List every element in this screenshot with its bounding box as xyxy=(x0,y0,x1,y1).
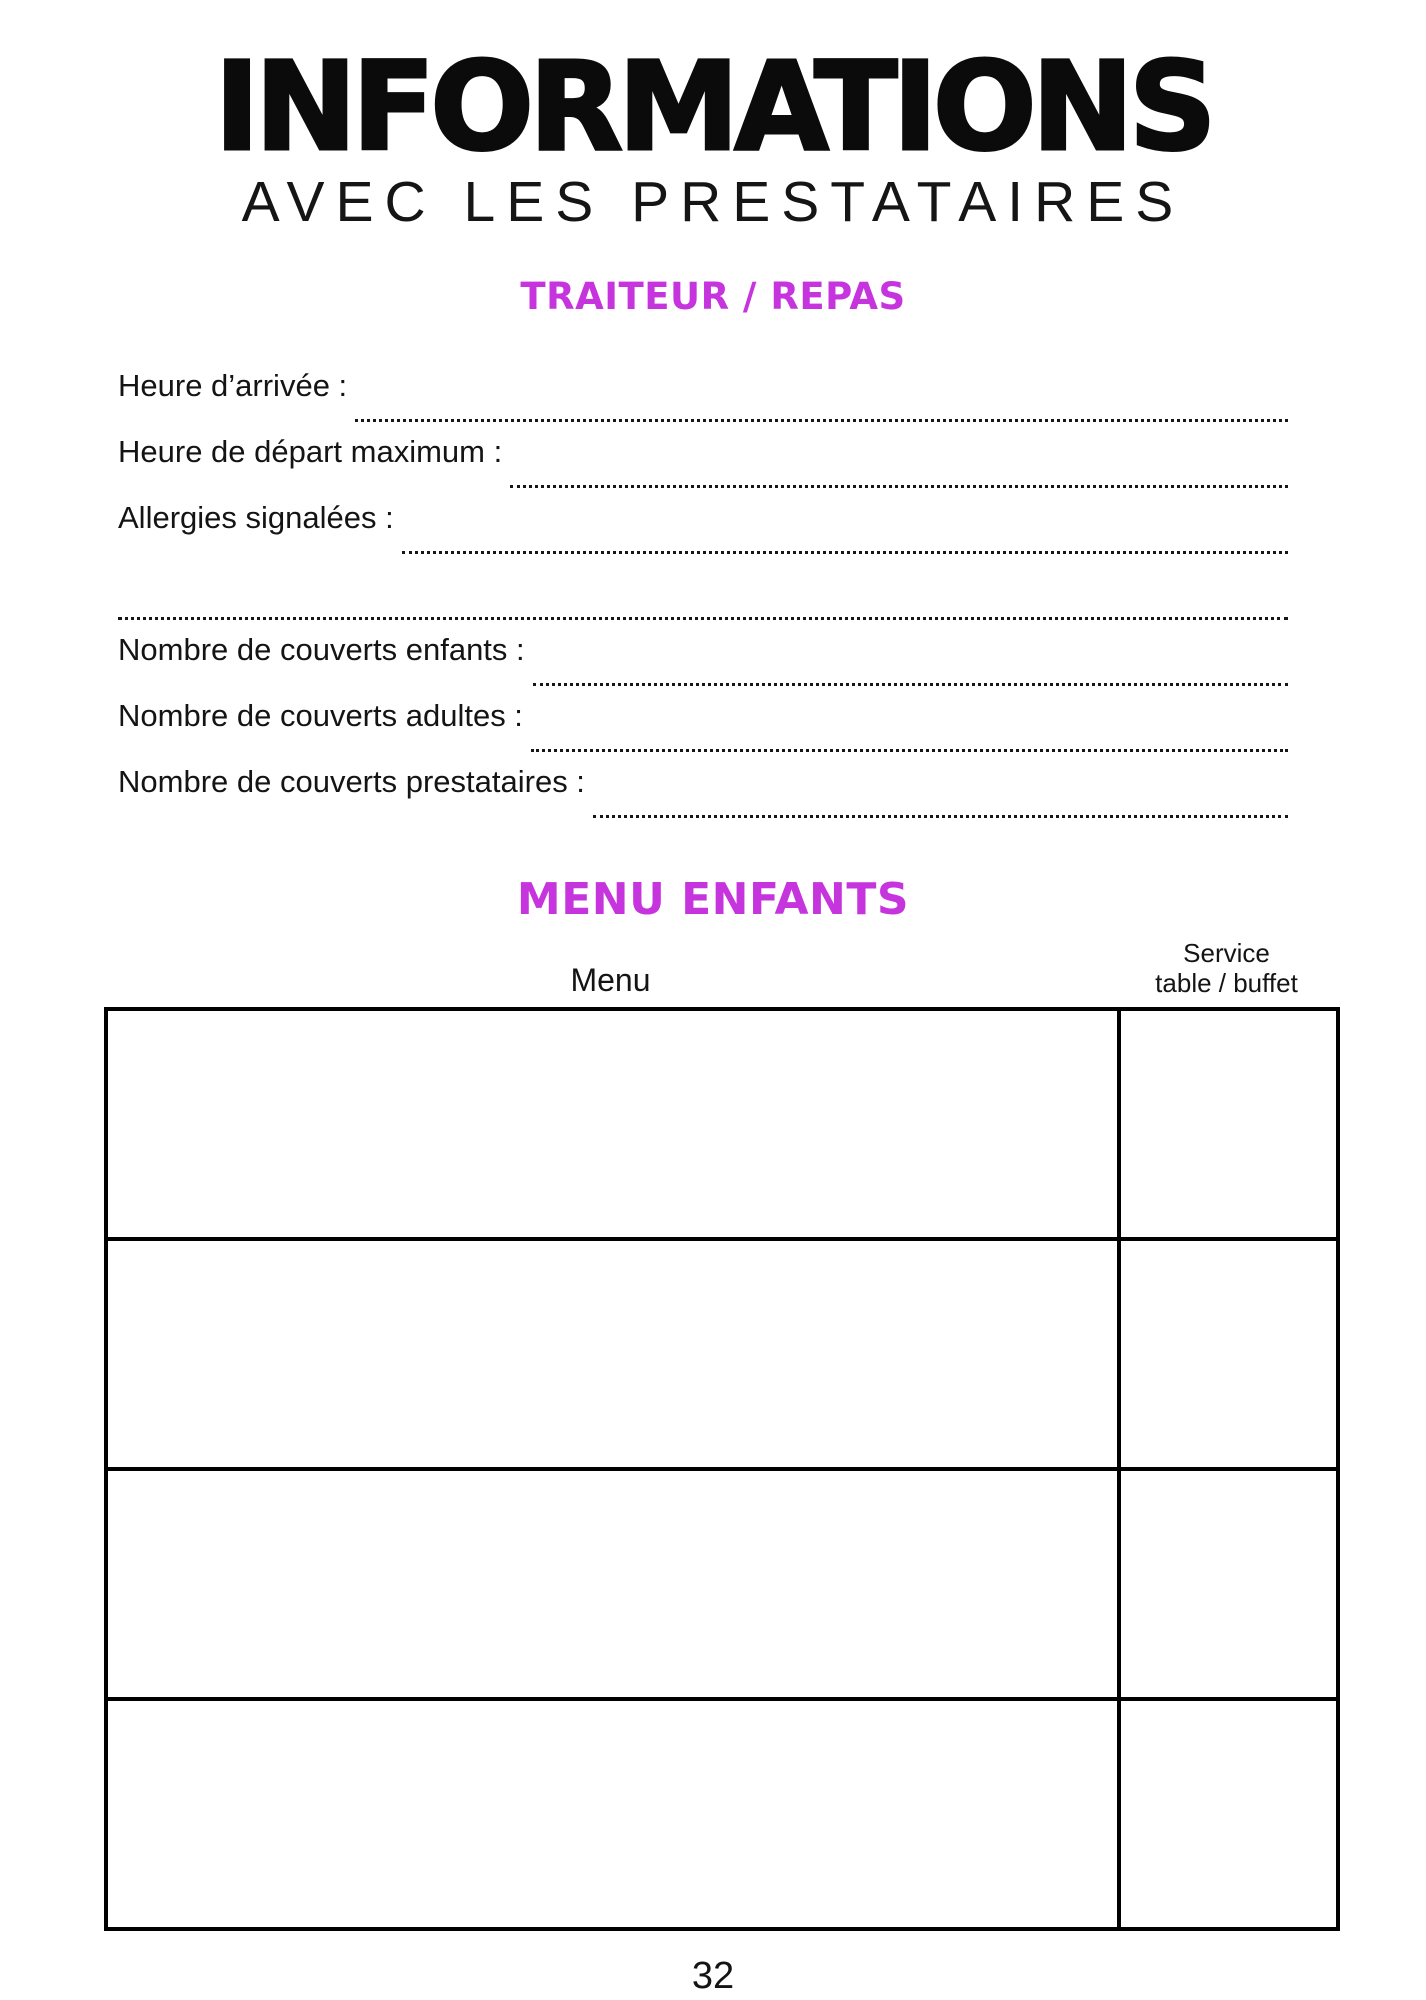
form-field-heure-arrivee xyxy=(118,370,1288,436)
dotted-fill-line xyxy=(593,814,1288,818)
section-heading-traiteur: TRAITEUR / REPAS xyxy=(520,275,906,318)
column-header-service-line1: Service xyxy=(1183,938,1270,968)
page-number: 32 xyxy=(691,1954,735,1997)
menu-cell xyxy=(106,1469,1119,1699)
dotted-fill-line xyxy=(531,748,1288,752)
field-label: Nombre de couverts enfants : xyxy=(118,632,525,667)
service-cell xyxy=(1119,1469,1338,1699)
field-label: Nombre de couverts prestataires : xyxy=(118,764,585,799)
dotted-fill-line xyxy=(533,682,1288,686)
table-row xyxy=(106,1469,1338,1699)
column-header-service xyxy=(1117,939,1336,999)
table-row xyxy=(106,1009,1338,1239)
field-label: Heure de départ maximum : xyxy=(118,434,503,469)
field-label: Nombre de couverts adultes : xyxy=(118,698,523,733)
form-field-allergies xyxy=(118,502,1288,568)
column-header-service-line2: table / buffet xyxy=(1155,967,1298,998)
traiteur-form xyxy=(118,370,1288,832)
page-title: INFORMATIONS xyxy=(214,36,1212,178)
dotted-fill-line xyxy=(402,550,1288,554)
service-cell xyxy=(1119,1009,1338,1239)
field-label: Heure d’arrivée : xyxy=(118,368,348,403)
form-field-couverts-adultes xyxy=(118,700,1288,766)
page-subtitle: AVEC LES PRESTATAIRES xyxy=(241,170,1185,234)
menu-table-header xyxy=(104,939,1336,1007)
form-field-couverts-prestataires xyxy=(118,766,1288,832)
menu-cell xyxy=(106,1699,1119,1929)
form-field-allergies-continuation xyxy=(118,568,1288,634)
dotted-fill-line xyxy=(355,418,1288,422)
form-field-couverts-enfants xyxy=(118,634,1288,700)
dotted-fill-line xyxy=(510,484,1288,488)
table-row xyxy=(106,1239,1338,1469)
form-field-heure-depart xyxy=(118,436,1288,502)
page-header xyxy=(0,0,1426,234)
dotted-fill-line xyxy=(118,616,1288,620)
menu-cell xyxy=(106,1239,1119,1469)
menu-cell xyxy=(106,1009,1119,1239)
field-label: Allergies signalées : xyxy=(118,500,394,535)
service-cell xyxy=(1119,1699,1338,1929)
column-header-menu: Menu xyxy=(570,961,651,998)
section-heading-menu-enfants: MENU ENFANTS xyxy=(516,874,910,925)
menu-enfants-table xyxy=(104,1007,1340,1931)
table-row xyxy=(106,1699,1338,1929)
service-cell xyxy=(1119,1239,1338,1469)
menu-table-section xyxy=(104,939,1336,1931)
